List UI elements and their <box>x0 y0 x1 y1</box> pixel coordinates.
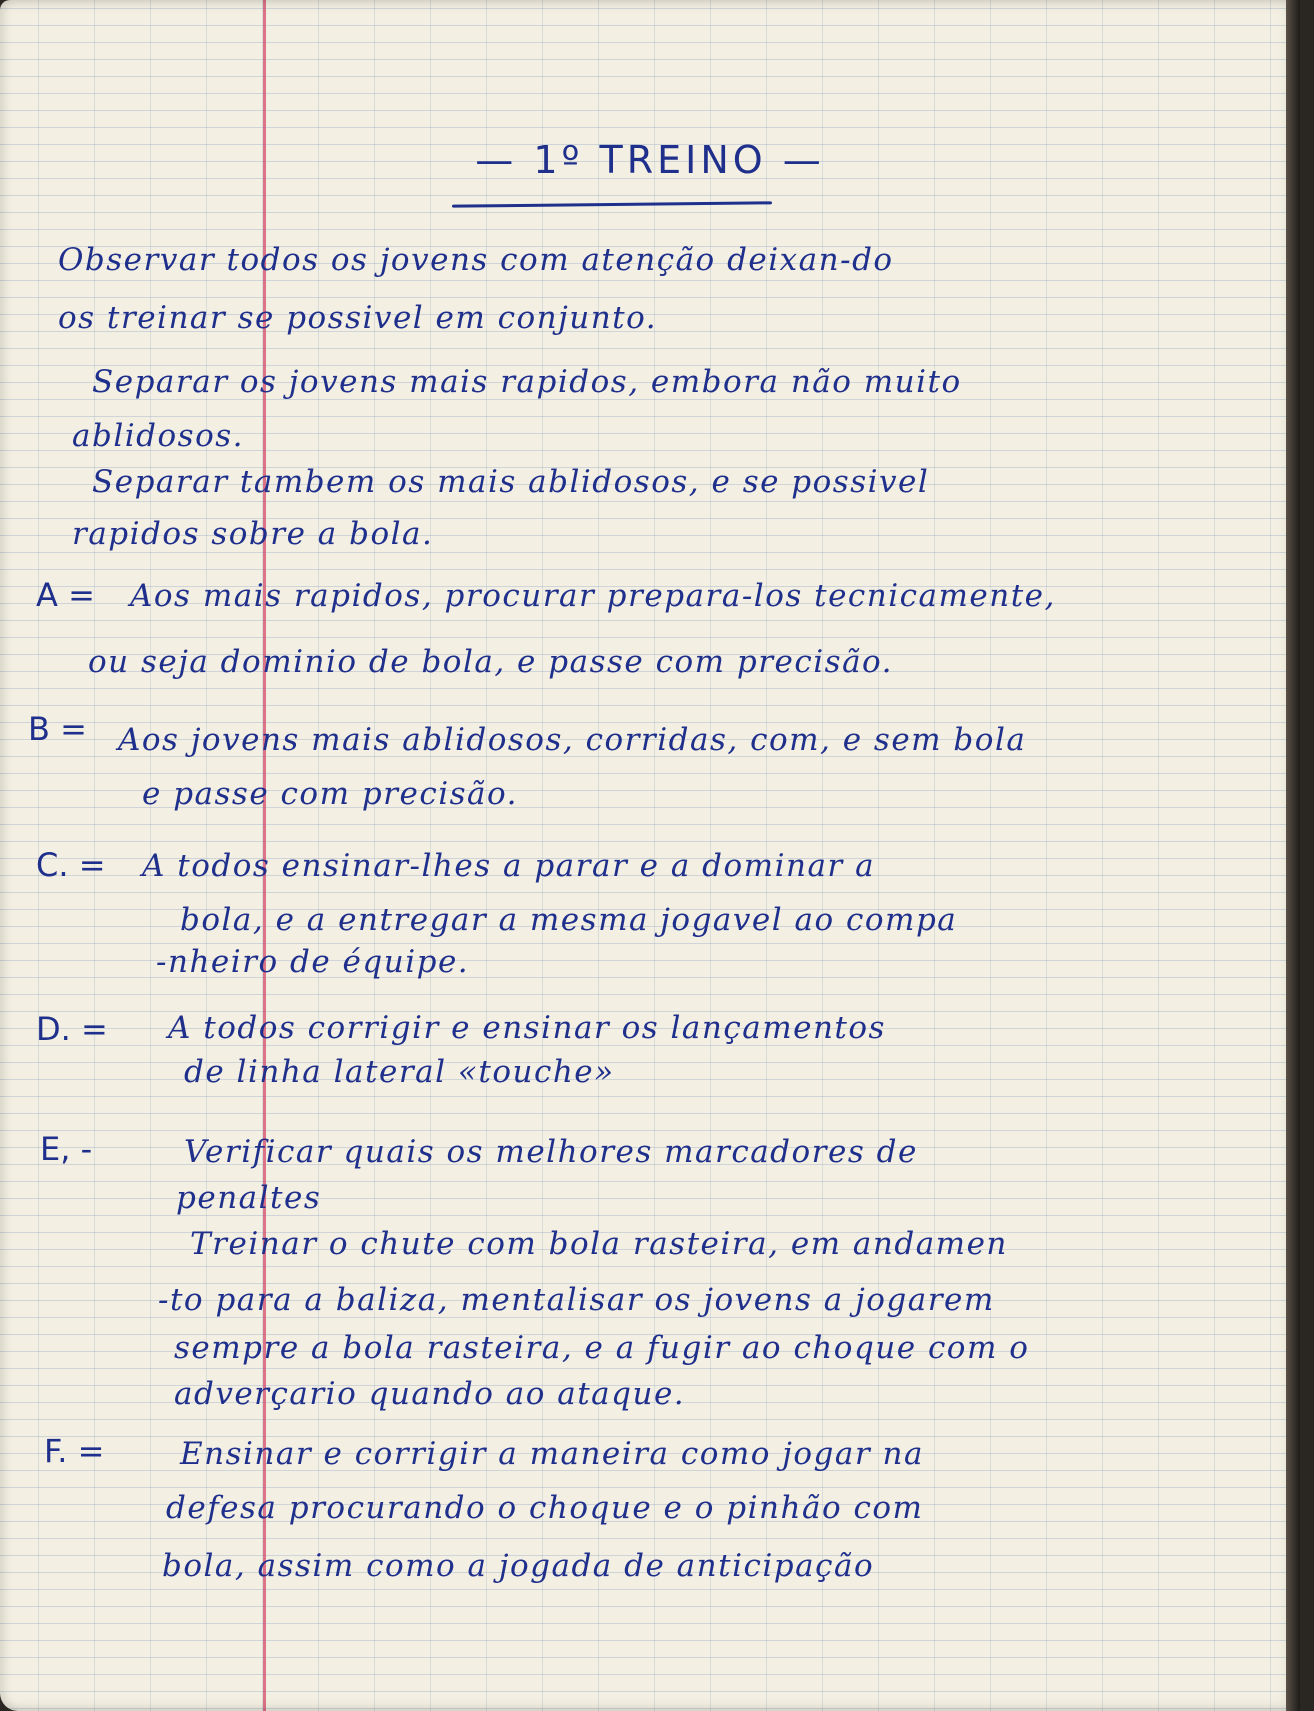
text-line-17: penaltes <box>176 1180 322 1216</box>
text-line-9: Aos jovens mais ablidosos, corridas, com, e sem bola <box>118 722 1027 758</box>
text-line-6: rapidos sobre a bola. <box>72 516 434 552</box>
text-line-4: ablidosos. <box>72 418 244 454</box>
text-line-14: A todos corrigir e ensinar os lançamentos <box>168 1010 886 1046</box>
text-line-7: Aos mais rapidos, procurar prepara-los tecnicamente, <box>130 578 1056 614</box>
text-line-11: A todos ensinar-lhes a parar e a dominar a <box>142 848 876 884</box>
text-line-20: sempre a bola rasteira, e a fugir ao choque com o <box>174 1330 1030 1366</box>
text-line-13: -nheiro de équipe. <box>156 944 470 980</box>
text-line-5: Separar tambem os mais ablidosos, e se possivel <box>92 464 930 500</box>
item-label-b: B = <box>28 710 87 748</box>
item-label-f: F. = <box>44 1432 105 1470</box>
item-label-a: A = <box>36 576 95 614</box>
text-line-16: Verificar quais os melhores marcadores de <box>184 1134 918 1170</box>
text-line-24: bola, assim como a jogada de anticipação <box>162 1548 875 1584</box>
text-line-21: adverçario quando ao ataque. <box>174 1376 686 1412</box>
text-line-2: os treinar se possivel em conjunto. <box>58 300 658 336</box>
title-block <box>0 138 1300 182</box>
item-label-e: E, - <box>40 1130 93 1168</box>
text-line-3: Separar os jovens mais rapidos, embora não muito <box>92 364 962 400</box>
page-title: — 1º TREINO — <box>475 138 825 182</box>
page-edge <box>1286 0 1300 1711</box>
text-line-1: Observar todos os jovens com atenção deixan-do <box>58 242 894 278</box>
title-underline <box>452 201 772 207</box>
text-line-23: defesa procurando o choque e o pinhão com <box>166 1490 924 1526</box>
text-line-22: Ensinar e corrigir a maneira como jogar na <box>180 1436 925 1472</box>
text-line-19: -to para a baliza, mentalisar os jovens a jogarem <box>158 1282 995 1318</box>
item-label-d: D. = <box>36 1010 108 1048</box>
text-line-10: e passe com precisão. <box>142 776 518 812</box>
item-label-c: C. = <box>36 846 106 884</box>
text-line-8: ou seja dominio de bola, e passe com precisão. <box>88 644 894 680</box>
text-line-15: de linha lateral «touche» <box>184 1054 615 1090</box>
text-line-18: Treinar o chute com bola rasteira, em andamen <box>190 1226 1008 1262</box>
text-line-12: bola, e a entregar a mesma jogavel ao compa <box>180 902 958 938</box>
